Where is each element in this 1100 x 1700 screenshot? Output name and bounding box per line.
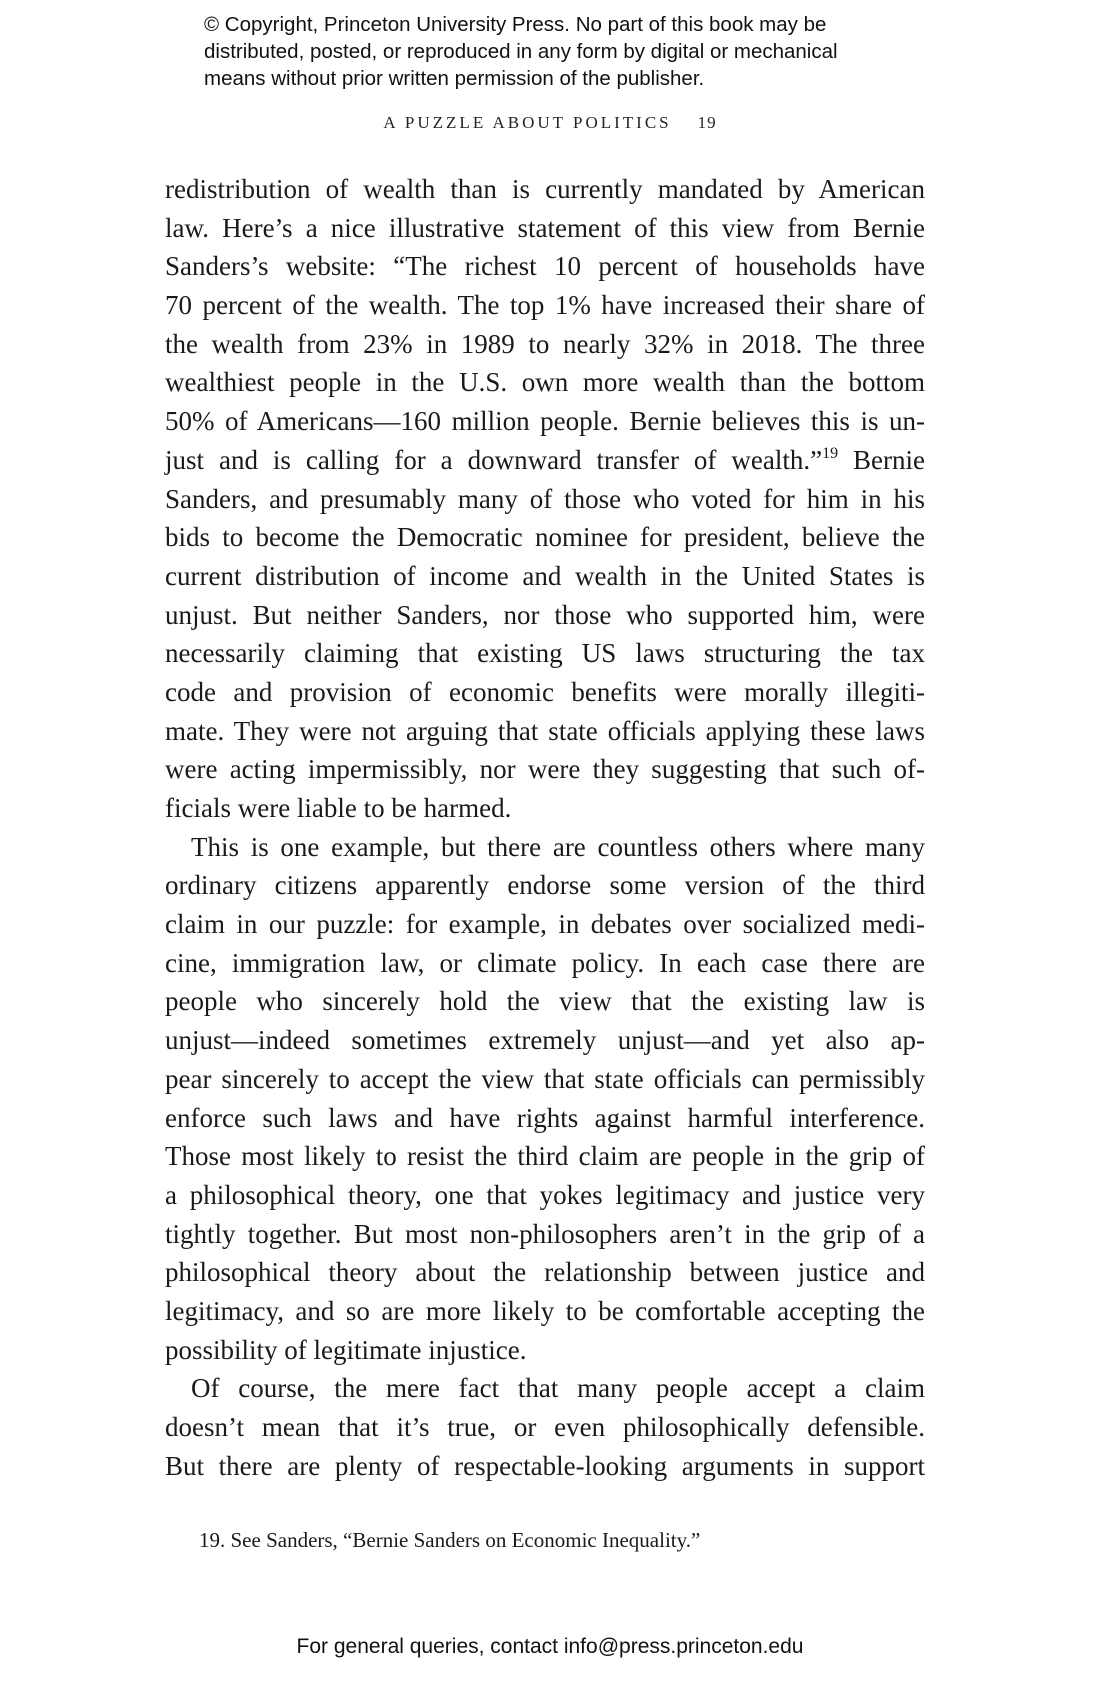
- body-line: bids to become the Democratic nominee for president, believe the: [165, 522, 925, 553]
- body-line: legitimacy, and so are more likely to be comfortable accepting the: [165, 1295, 925, 1326]
- running-head: [0, 113, 1100, 133]
- body-line: Those most likely to resist the third claim are people in the grip of: [165, 1141, 925, 1172]
- body-line: 70 percent of the wealth. The top 1% have increased their share of: [165, 290, 925, 321]
- body-line: tightly together. But most non-philosophers aren’t in the grip of a: [165, 1218, 925, 1249]
- body-line: people who sincerely hold the view that the existing law is: [165, 986, 925, 1017]
- body-line: unjust. But neither Sanders, nor those who supported him, were: [165, 599, 925, 630]
- body-text: [165, 170, 925, 1485]
- body-line: ficials were liable to be harmed.: [165, 793, 512, 823]
- body-line: enforce such laws and have rights against harmful interference.: [165, 1102, 925, 1133]
- body-line: law. Here’s a nice illustrative statement of this view from Bernie: [165, 212, 925, 243]
- body-line: Sanders, and presumably many of those who voted for him in his: [165, 483, 925, 514]
- body-line: cine, immigration law, or climate policy. In each case there are: [165, 947, 925, 978]
- body-line: doesn’t mean that it’s true, or even philosophically defensible.: [165, 1412, 925, 1442]
- body-line: mate. They were not arguing that state officials applying these laws: [165, 715, 925, 746]
- body-line: Of course, the mere fact that many people accept a claim: [191, 1373, 925, 1404]
- body-line: possibility of legitimate injustice.: [165, 1334, 527, 1365]
- running-head-title: A PUZZLE ABOUT POLITICS: [383, 113, 672, 132]
- body-line-continuation: Bernie: [838, 444, 925, 475]
- footnote: 19. See Sanders, “Bernie Sanders on Economic Inequality.”: [199, 1528, 701, 1552]
- body-line: wealthiest people in the U.S. own more wealth than the bottom: [165, 367, 925, 398]
- body-line-text: just and is calling for a downward transfer of wealth.”: [165, 444, 823, 475]
- body-line: current distribution of income and wealth in the United States is: [165, 560, 925, 591]
- body-line: code and provision of economic benefits were morally illegiti-: [165, 676, 925, 707]
- body-line: the wealth from 23% in 1989 to nearly 32% in 2018. The three: [165, 328, 925, 359]
- body-line: pear sincerely to accept the view that state officials can permissibly: [165, 1063, 925, 1094]
- copyright-line: © Copyright, Princeton University Press. No part of this book may be: [204, 13, 827, 36]
- body-line: This is one example, but there are countless others where many: [191, 831, 925, 862]
- body-line: necessarily claiming that existing US laws structuring the tax: [165, 638, 925, 669]
- body-line: were acting impermissibly, nor were they suggesting that such of-: [165, 754, 925, 785]
- footnote-marker[interactable]: 19: [822, 444, 839, 462]
- copyright-line: distributed, posted, or reproduced in any form by digital or mechanical: [204, 40, 838, 63]
- body-line: a philosophical theory, one that yokes legitimacy and justice very: [165, 1179, 925, 1210]
- body-line: ordinary citizens apparently endorse some version of the third: [165, 870, 925, 901]
- copyright-line: means without prior written permission of the publisher.: [204, 67, 705, 90]
- body-line: claim in our puzzle: for example, in debates over socialized medi-: [165, 909, 925, 940]
- body-line: unjust—indeed sometimes extremely unjust—and yet also ap-: [165, 1025, 925, 1056]
- copyright-notice: [204, 11, 964, 92]
- body-line: Sanders’s website: “The richest 10 percent of households have: [165, 251, 925, 282]
- footer-contact: For general queries, contact info@press.princeton.edu: [296, 1635, 804, 1658]
- body-line: philosophical theory about the relationship between justice and: [165, 1257, 925, 1288]
- body-line: But there are plenty of respectable-looking arguments in support: [165, 1450, 925, 1481]
- body-line: 50% of Americans—160 million people. Bernie believes this is un-: [165, 406, 925, 437]
- body-line: redistribution of wealth than is currently mandated by American: [165, 174, 925, 204]
- body-line-with-footnote: [165, 441, 925, 480]
- page-number: 19: [697, 113, 717, 132]
